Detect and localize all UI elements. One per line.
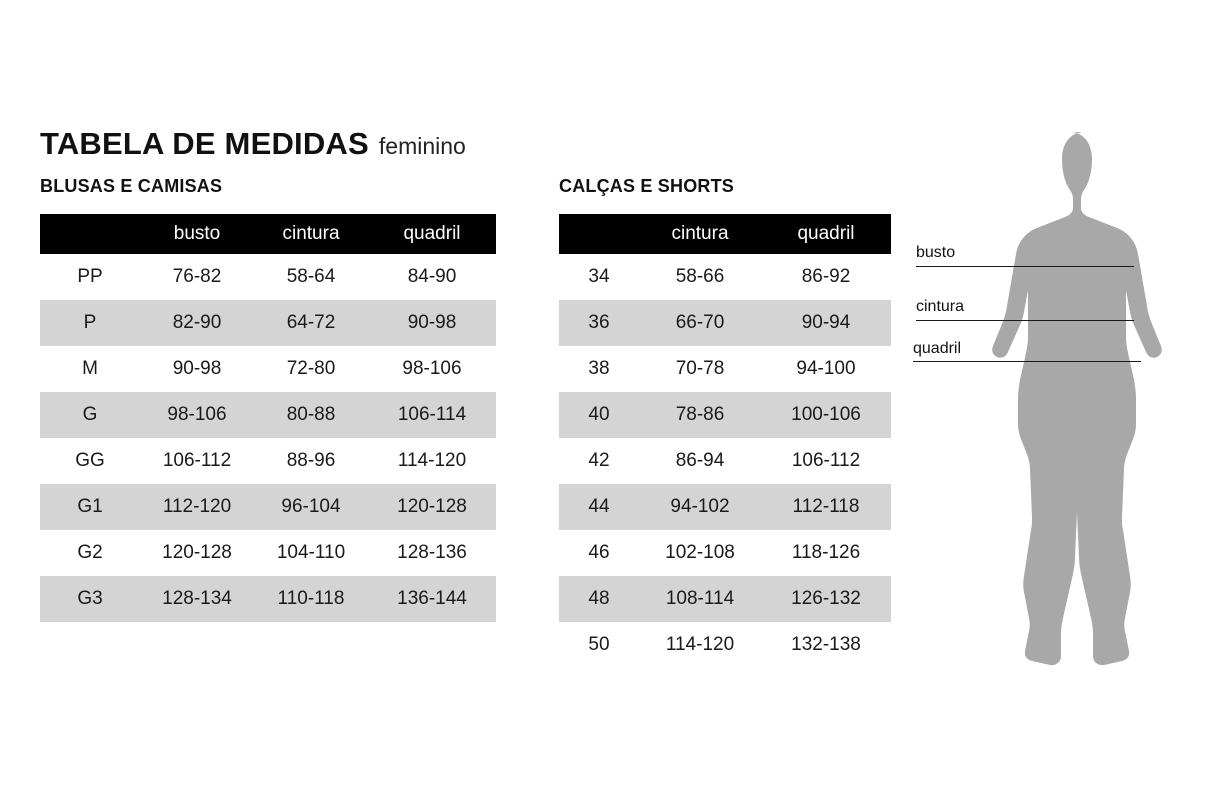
cell-size: G — [40, 392, 140, 438]
cell-busto: 106-112 — [140, 438, 254, 484]
column-header: cintura — [639, 214, 761, 254]
cell-size: GG — [40, 438, 140, 484]
column-header: busto — [140, 214, 254, 254]
cell-cintura: 58-64 — [254, 254, 368, 300]
table-header-row — [40, 214, 496, 254]
body-figure — [900, 110, 1200, 680]
cell-size: 50 — [559, 622, 639, 668]
table-row — [559, 392, 891, 438]
cell-quadril: 132-138 — [761, 622, 891, 668]
cell-cintura: 72-80 — [254, 346, 368, 392]
callout-label-cintura: cintura — [916, 298, 965, 315]
cell-cintura: 66-70 — [639, 300, 761, 346]
table-head-calcas — [559, 214, 891, 254]
cell-quadril: 94-100 — [761, 346, 891, 392]
table-row — [559, 438, 891, 484]
cell-cintura: 108-114 — [639, 576, 761, 622]
cell-size: 46 — [559, 530, 639, 576]
cell-cintura: 102-108 — [639, 530, 761, 576]
cell-quadril: 98-106 — [368, 346, 496, 392]
page-title-main: TABELA DE MEDIDAS — [40, 126, 369, 161]
cell-cintura: 104-110 — [254, 530, 368, 576]
column-header — [40, 214, 140, 254]
cell-busto: 90-98 — [140, 346, 254, 392]
column-header: cintura — [254, 214, 368, 254]
cell-size: PP — [40, 254, 140, 300]
cell-quadril: 90-94 — [761, 300, 891, 346]
cell-quadril: 114-120 — [368, 438, 496, 484]
cell-busto: 98-106 — [140, 392, 254, 438]
cell-size: 34 — [559, 254, 639, 300]
page-title-sub: feminino — [378, 133, 466, 159]
table-row — [40, 254, 496, 300]
table-body-calcas — [559, 254, 891, 668]
cell-quadril: 126-132 — [761, 576, 891, 622]
cell-quadril: 84-90 — [368, 254, 496, 300]
cell-cintura: 96-104 — [254, 484, 368, 530]
cell-cintura: 88-96 — [254, 438, 368, 484]
column-header: quadril — [761, 214, 891, 254]
table-row — [559, 484, 891, 530]
cell-quadril: 86-92 — [761, 254, 891, 300]
table-row — [559, 576, 891, 622]
table-row — [40, 392, 496, 438]
table-row — [40, 576, 496, 622]
cell-quadril: 100-106 — [761, 392, 891, 438]
cell-cintura: 80-88 — [254, 392, 368, 438]
table-header-row — [559, 214, 891, 254]
cell-cintura: 64-72 — [254, 300, 368, 346]
cell-busto: 82-90 — [140, 300, 254, 346]
callout-line-cintura — [916, 320, 1134, 321]
cell-cintura: 78-86 — [639, 392, 761, 438]
callout-label-busto: busto — [916, 244, 956, 261]
table-head-blusas — [40, 214, 496, 254]
cell-size: 48 — [559, 576, 639, 622]
table-row — [40, 484, 496, 530]
cell-busto: 112-120 — [140, 484, 254, 530]
callout-line-busto — [916, 266, 1134, 267]
cell-cintura: 70-78 — [639, 346, 761, 392]
cell-size: G1 — [40, 484, 140, 530]
callout-line-quadril — [913, 361, 1141, 362]
table-row — [559, 530, 891, 576]
size-table-calcas — [559, 214, 891, 668]
cell-quadril: 112-118 — [761, 484, 891, 530]
page-title — [40, 126, 466, 162]
cell-size: 40 — [559, 392, 639, 438]
cell-size: 44 — [559, 484, 639, 530]
cell-cintura: 94-102 — [639, 484, 761, 530]
cell-cintura: 114-120 — [639, 622, 761, 668]
cell-quadril: 118-126 — [761, 530, 891, 576]
cell-quadril: 90-98 — [368, 300, 496, 346]
cell-quadril: 120-128 — [368, 484, 496, 530]
cell-busto: 128-134 — [140, 576, 254, 622]
cell-quadril: 106-112 — [761, 438, 891, 484]
cell-quadril: 128-136 — [368, 530, 496, 576]
cell-size: 38 — [559, 346, 639, 392]
cell-size: 36 — [559, 300, 639, 346]
cell-size: 42 — [559, 438, 639, 484]
table-row — [559, 346, 891, 392]
cell-busto: 76-82 — [140, 254, 254, 300]
cell-size: P — [40, 300, 140, 346]
cell-busto: 120-128 — [140, 530, 254, 576]
table-row — [559, 254, 891, 300]
table-row — [559, 622, 891, 668]
cell-size: G2 — [40, 530, 140, 576]
cell-size: G3 — [40, 576, 140, 622]
table-body-blusas — [40, 254, 496, 622]
table-row — [40, 346, 496, 392]
cell-quadril: 136-144 — [368, 576, 496, 622]
size-table-blusas — [40, 214, 496, 622]
female-silhouette-icon — [900, 110, 1200, 680]
section-heading-blusas: BLUSAS E CAMISAS — [40, 176, 223, 196]
table-row — [40, 438, 496, 484]
cell-cintura: 58-66 — [639, 254, 761, 300]
column-header: quadril — [368, 214, 496, 254]
table-row — [40, 530, 496, 576]
table-row — [40, 300, 496, 346]
cell-quadril: 106-114 — [368, 392, 496, 438]
table-row — [559, 300, 891, 346]
cell-size: M — [40, 346, 140, 392]
column-header — [559, 214, 639, 254]
section-heading-calcas: CALÇAS E SHORTS — [559, 176, 735, 196]
cell-cintura: 110-118 — [254, 576, 368, 622]
cell-cintura: 86-94 — [639, 438, 761, 484]
callout-label-quadril: quadril — [913, 340, 962, 357]
